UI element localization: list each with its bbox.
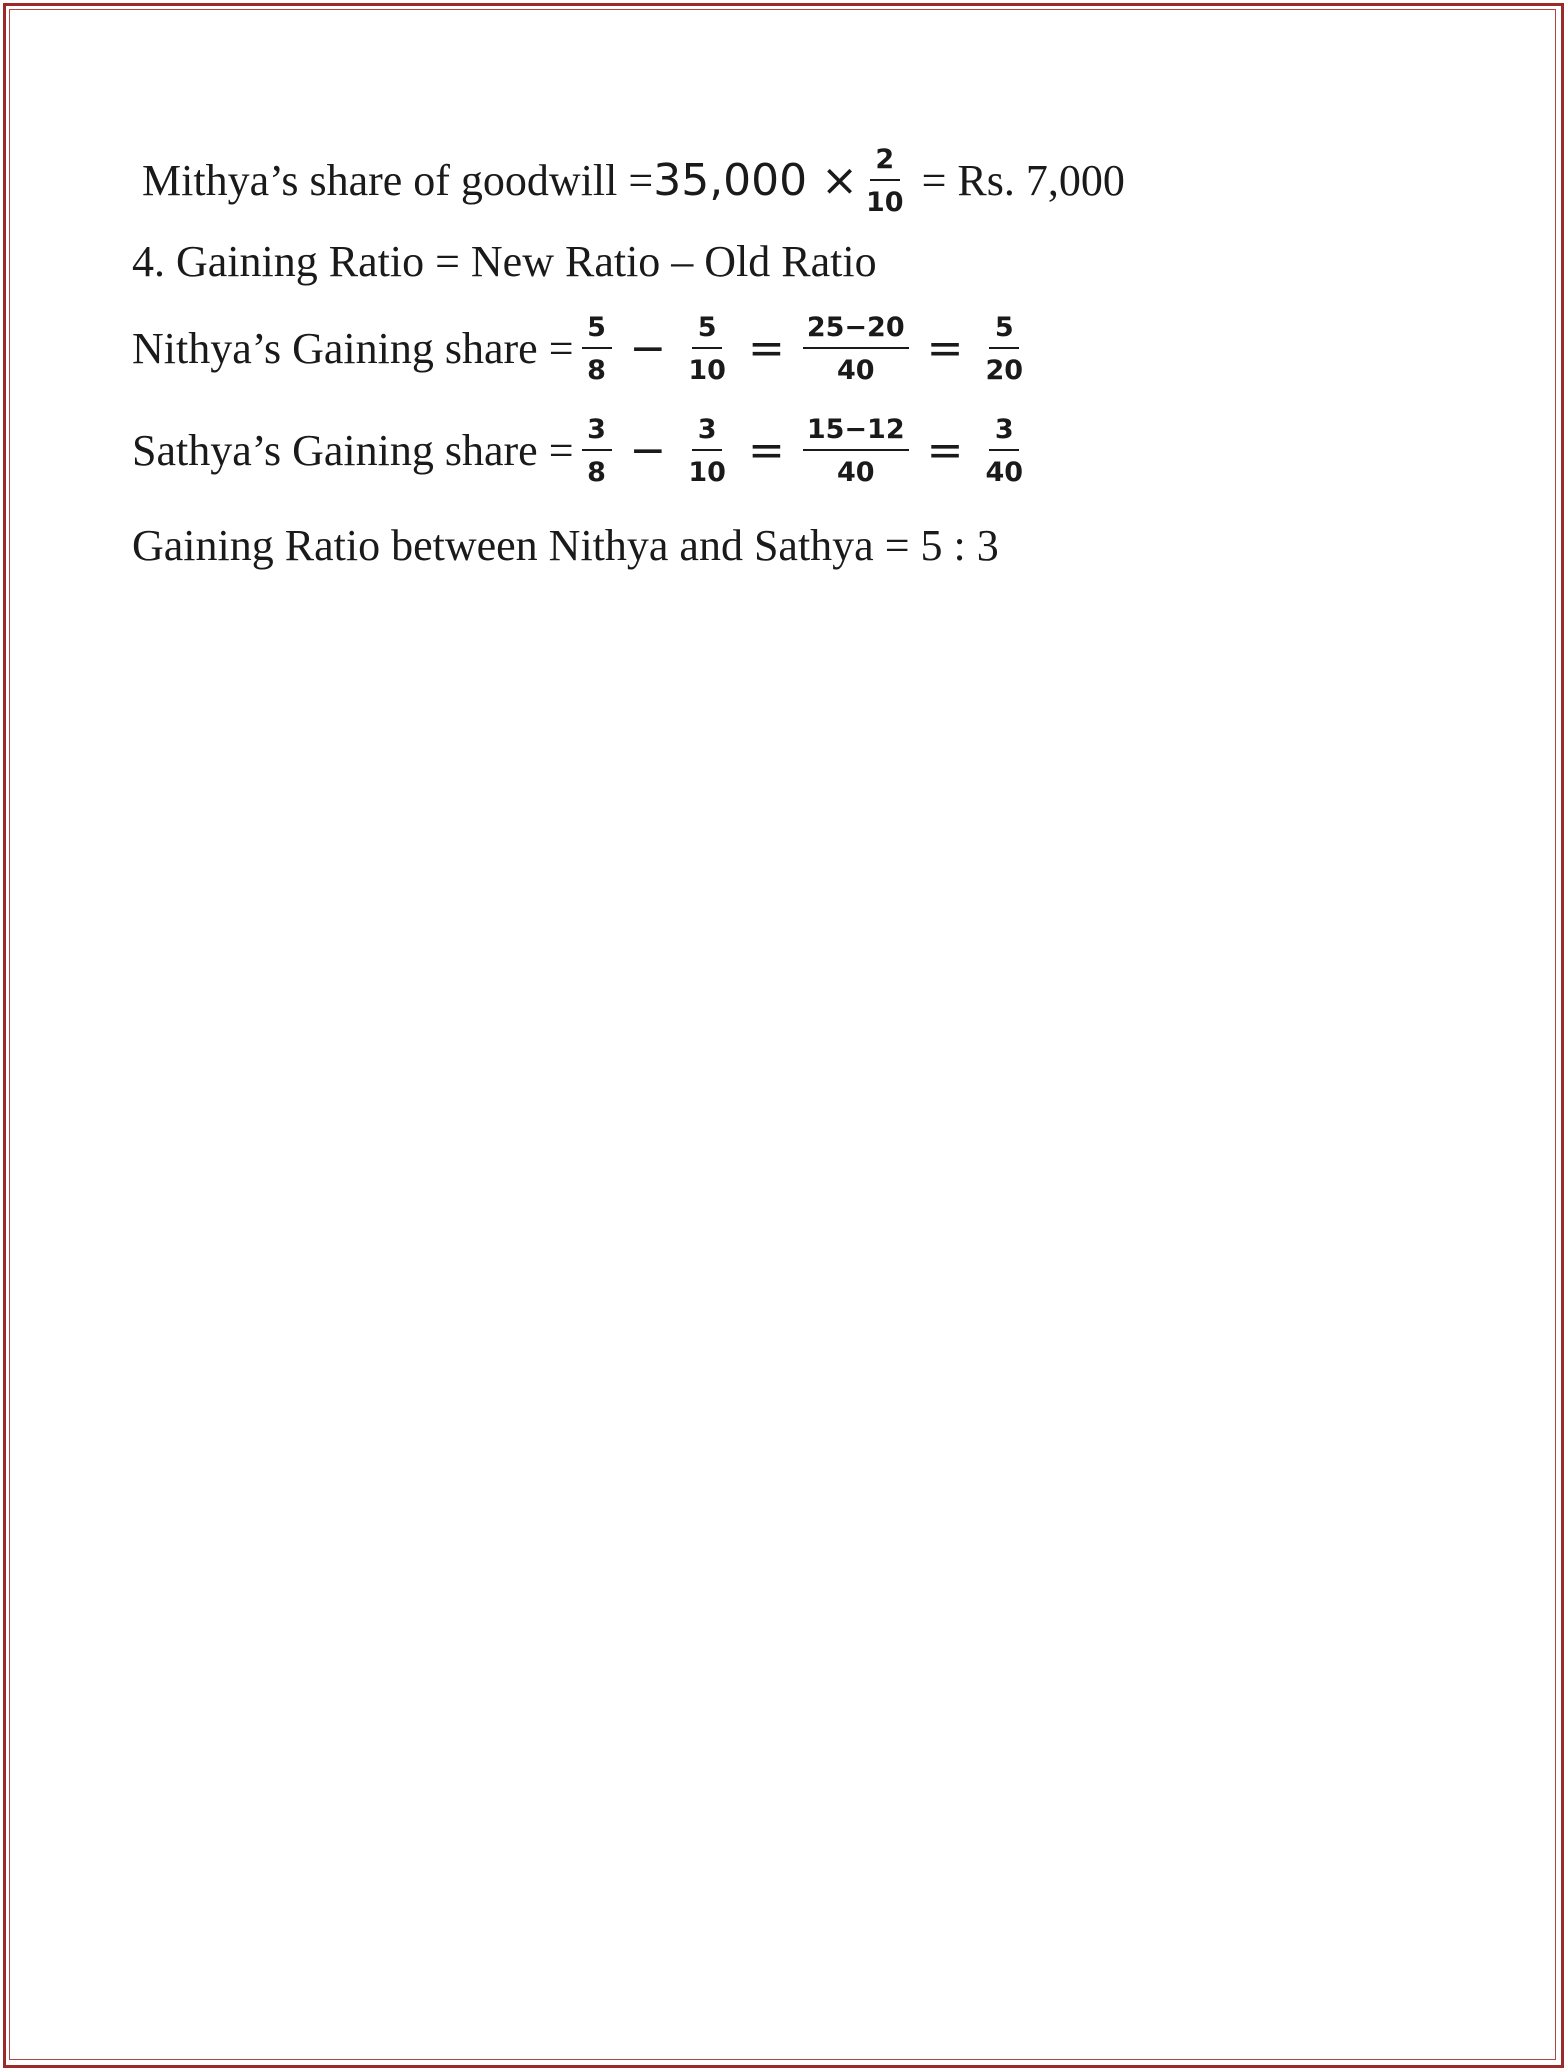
fraction-numerator: 15−12 — [803, 416, 909, 451]
gaining-ratio-heading — [132, 237, 877, 286]
fraction-denominator: 10 — [688, 457, 726, 488]
nithya-gaining-label: Nithya’s Gaining share = — [132, 324, 574, 373]
sathya-gaining-label: Sathya’s Gaining share = — [132, 426, 574, 475]
fraction-numerator: 25−20 — [803, 314, 909, 349]
fraction-denominator: 10 — [688, 355, 726, 386]
minus-sign: − — [629, 323, 667, 374]
equals-sign: = — [926, 323, 964, 374]
nithya-new-ratio-fraction — [582, 314, 612, 384]
goodwill-amount: 35,000 × — [653, 155, 859, 206]
sathya-old-ratio-fraction — [684, 416, 730, 486]
fraction-numerator: 2 — [870, 146, 900, 181]
sathya-gaining-line — [132, 416, 1031, 486]
nithya-old-ratio-fraction — [684, 314, 730, 384]
fraction-numerator: 3 — [989, 416, 1019, 451]
equals-sign: = — [747, 323, 785, 374]
mithya-goodwill-line — [142, 146, 1125, 216]
fraction-numerator: 3 — [692, 416, 722, 451]
sathya-gaining-fraction — [982, 416, 1028, 486]
nithya-gaining-fraction — [982, 314, 1028, 384]
gaining-ratio-result-line — [132, 521, 999, 570]
gaining-ratio-formula: 4. Gaining Ratio = New Ratio – Old Ratio — [132, 237, 877, 286]
fraction-two-tenths — [862, 146, 908, 216]
mithya-goodwill-result: = Rs. 7,000 — [921, 156, 1125, 205]
fraction-denominator: 40 — [985, 457, 1024, 488]
gaining-ratio-result: Gaining Ratio between Nithya and Sathya = 5 : 3 — [132, 521, 999, 570]
fraction-numerator: 5 — [989, 314, 1019, 349]
equals-sign: = — [747, 425, 785, 476]
fraction-denominator: 8 — [587, 457, 606, 488]
fraction-numerator: 5 — [692, 314, 722, 349]
mithya-goodwill-label: Mithya’s share of goodwill = — [142, 156, 654, 205]
fraction-denominator: 8 — [587, 355, 606, 386]
fraction-denominator: 20 — [985, 355, 1024, 386]
sathya-difference-fraction — [803, 416, 909, 486]
minus-sign: − — [629, 425, 667, 476]
equals-sign: = — [926, 425, 964, 476]
fraction-denominator: 40 — [836, 355, 875, 386]
nithya-difference-fraction — [803, 314, 909, 384]
sathya-new-ratio-fraction — [582, 416, 612, 486]
nithya-gaining-line — [132, 314, 1031, 384]
fraction-numerator: 3 — [582, 416, 612, 451]
fraction-numerator: 5 — [582, 314, 612, 349]
fraction-denominator: 40 — [836, 457, 875, 488]
fraction-denominator: 10 — [866, 187, 904, 218]
